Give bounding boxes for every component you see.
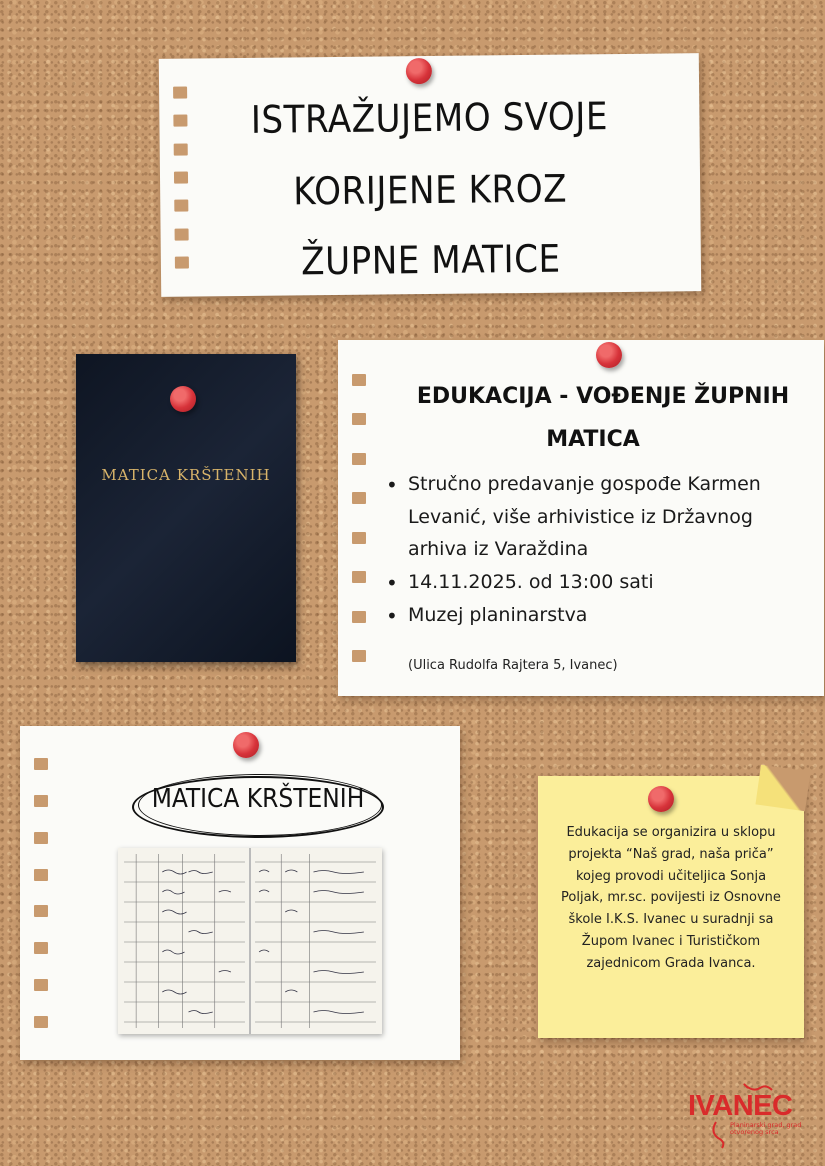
- education-bullet-list: [384, 468, 814, 631]
- education-card: [338, 340, 824, 696]
- bullet-lecturer: • Stručno predavanje gospođe Karmen Levanić, više arhivistice iz Državnog arhiva iz Varaždina: [384, 468, 814, 566]
- register-label: MATICA KRŠTENIH: [151, 784, 365, 814]
- register-left-page: [118, 848, 249, 1034]
- ivanec-logo: [688, 1082, 808, 1152]
- note-text: Edukacija se organizira u sklopu projekta “Naš grad, naša priča” kojeg provodi učiteljica Sonja Poljak, mr.sc. povijesti iz Osnovne škole I.K.S. Ivanec u suradnji sa Župom Ivanec i Turističkom zajednicom Grada Ivanca.: [561, 825, 781, 971]
- title-card: [159, 53, 701, 297]
- education-heading-2: MATICA: [546, 427, 640, 452]
- binder-holes: [34, 726, 52, 1060]
- book-cover-title: MATICA KRŠTENIH: [101, 466, 271, 484]
- title-line-2: KORIJENE KROZ: [293, 166, 568, 214]
- binder-holes: [352, 340, 370, 696]
- bullet-venue: • Muzej planinarstva: [384, 599, 814, 632]
- register-right-page: [249, 848, 382, 1034]
- bullet-date-time: • 14.11.2025. od 13:00 sati: [384, 566, 814, 599]
- title-line-3: ŽUPNE MATICE: [300, 236, 561, 284]
- push-pin-icon: [648, 786, 674, 812]
- push-pin-icon: [596, 342, 622, 368]
- push-pin-icon: [170, 386, 196, 412]
- education-heading-1: EDUKACIJA - VOĐENJE ŽUPNIH: [416, 384, 790, 409]
- title-line-1: ISTRAŽUJEMO SVOJE: [250, 94, 609, 142]
- logo-wordmark: IVANEC: [688, 1090, 793, 1122]
- push-pin-icon: [233, 732, 259, 758]
- sticky-note: [538, 776, 804, 1038]
- venue-address: (Ulica Rudolfa Rajtera 5, Ivanec): [408, 658, 618, 673]
- note-folded-corner: [755, 765, 810, 812]
- logo-subtitle: Planinarski grad, grad otvorenog srca: [730, 1121, 802, 1137]
- book-cover-image: [76, 354, 296, 662]
- open-register-photo: [118, 848, 382, 1034]
- push-pin-icon: [406, 58, 432, 84]
